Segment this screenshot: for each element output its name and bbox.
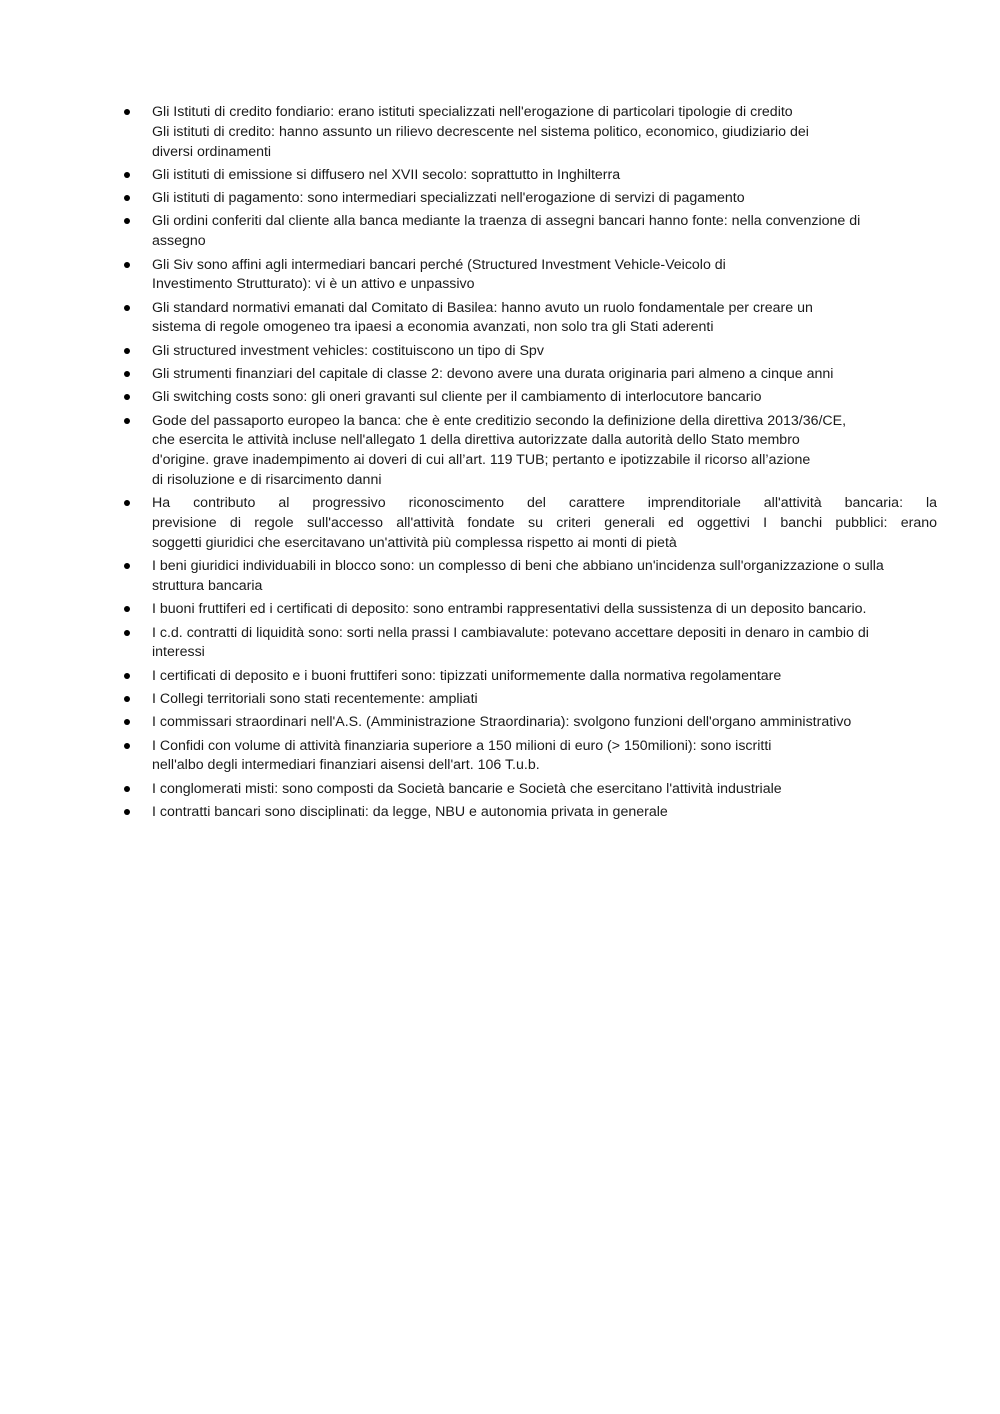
bullet-icon bbox=[124, 371, 130, 377]
list-item-text-line: Gli strumenti finanziari del capitale di classe 2: devono avere una durata originaria pari almeno a cinque anni bbox=[152, 366, 834, 383]
list-item-text-line: interessi bbox=[152, 644, 205, 661]
list-item bbox=[122, 713, 937, 733]
list-item-text-line: Gli istituti di credito: hanno assunto un rilievo decrescente nel sistema politico, economico, giudiziario dei bbox=[152, 123, 809, 140]
list-item-text-line: Gli ordini conferiti dal cliente alla banca mediante la traenza di assegni bancari hanno fonte: nella convenzione di bbox=[152, 213, 861, 230]
list-item-text-line: Gli Istituti di credito fondiario: erano istituti specializzati nell'erogazione di particolari tipologie di credito bbox=[152, 104, 793, 120]
list-item-text-line: che esercita le attività incluse nell'allegato 1 della direttiva autorizzate dalla autorità dello Stato membro bbox=[152, 432, 800, 449]
list-item bbox=[122, 803, 937, 823]
list-item-text-line: Gli istituti di pagamento: sono intermediari specializzati nell'erogazione di servizi di pagamento bbox=[152, 190, 745, 207]
list-item-text-line: I beni giuridici individuabili in blocco sono: un complesso di beni che abbiano un'incidenza sull'organizzazione o sulla bbox=[152, 558, 884, 575]
list-item-text-line: I c.d. contratti di liquidità sono: sorti nella prassi I cambiavalute: potevano accettare depositi in denaro in cambio di bbox=[152, 624, 869, 641]
list-item bbox=[122, 737, 937, 777]
list-item bbox=[122, 780, 937, 800]
list-item bbox=[122, 557, 937, 597]
list-item bbox=[122, 667, 937, 687]
bullet-icon bbox=[124, 630, 130, 636]
list-item-text-line: Gli structured investment vehicles: costituiscono un tipo di Spv bbox=[152, 342, 544, 359]
list-item bbox=[122, 388, 937, 408]
list-item-text-line: di risoluzione e di risarcimento danni bbox=[152, 472, 382, 489]
list-item bbox=[122, 494, 937, 553]
list-item-text-line: I commissari straordinari nell'A.S. (Amministrazione Straordinaria): svolgono funzioni dell'organo amministrativo bbox=[152, 714, 852, 731]
bullet-icon bbox=[124, 563, 130, 569]
bullet-icon bbox=[124, 673, 130, 679]
list-item bbox=[122, 212, 937, 252]
bullet-icon bbox=[124, 218, 130, 224]
bullet-icon bbox=[124, 500, 130, 506]
list-item-text-line: Gli standard normativi emanati dal Comitato di Basilea: hanno avuto un ruolo fondamentale per creare un bbox=[152, 299, 813, 316]
list-item-text-line: Gli Siv sono affini agli intermediari bancari perché (Structured Investment Vehicle-Veicolo di bbox=[152, 256, 726, 273]
list-item bbox=[122, 342, 937, 362]
list-item-text-line: I buoni fruttiferi ed i certificati di deposito: sono entrambi rappresentativi della sussistenza di un deposito bancario. bbox=[152, 601, 867, 618]
list-item-text-line: I contratti bancari sono disciplinati: da legge, NBU e autonomia privata in generale bbox=[152, 804, 668, 820]
list-item-text-line: Ha contributo al progressivo riconoscimento del carattere imprenditoriale all'attività bancaria: la bbox=[152, 495, 937, 512]
bullet-icon bbox=[124, 262, 130, 268]
bullet-icon bbox=[124, 786, 130, 792]
list-item-text-line: soggetti giuridici che esercitavano un'attività più complessa rispetto ai monti di pietà bbox=[152, 534, 677, 551]
bullet-icon bbox=[124, 696, 130, 702]
bullet-icon bbox=[124, 606, 130, 612]
list-item bbox=[122, 299, 937, 339]
list-item-text-line: I Collegi territoriali sono stati recentemente: ampliati bbox=[152, 691, 478, 708]
bullet-icon bbox=[124, 743, 130, 749]
list-item-text-line: Gli istituti di emissione si diffusero nel XVII secolo: soprattutto in Inghilterra bbox=[152, 166, 621, 183]
list-item bbox=[122, 412, 937, 491]
bullet-icon bbox=[124, 418, 130, 424]
bullet-list bbox=[122, 103, 937, 826]
list-item-text-line: assegno bbox=[152, 233, 206, 250]
bullet-icon bbox=[124, 305, 130, 311]
bullet-icon bbox=[124, 394, 130, 400]
list-item-text-line: struttura bancaria bbox=[152, 578, 263, 595]
list-item-text-line: Gode del passaporto europeo la banca: che è ente creditizio secondo la definizione della direttiva 2013/36/CE, bbox=[152, 412, 847, 429]
list-item bbox=[122, 103, 937, 162]
list-item bbox=[122, 624, 937, 664]
list-item-text-line: sistema di regole omogeneo tra ipaesi a economia avanzati, non solo tra gli Stati aderenti bbox=[152, 319, 714, 336]
list-item-text-line: previsione di regole sull'accesso all'attività fondate su criteri generali ed oggettivi I banchi pubblici: erano bbox=[152, 515, 937, 532]
list-item bbox=[122, 365, 937, 385]
bullet-icon bbox=[124, 348, 130, 354]
bullet-icon bbox=[124, 195, 130, 201]
list-item-text-line: I Confidi con volume di attività finanziaria superiore a 150 milioni di euro (> 150milioni): sono iscritti bbox=[152, 737, 772, 754]
list-item-text-line: Investimento Strutturato): vi è un attivo e unpassivo bbox=[152, 276, 475, 293]
list-item-text-line: d'origine. grave inadempimento ai doveri di cui all’art. 119 TUB; pertanto e ipotizzabile il ricorso all’azione bbox=[152, 452, 811, 469]
list-item bbox=[122, 690, 937, 710]
list-item-text-line: diversi ordinamenti bbox=[152, 143, 272, 160]
list-item-text-line: I conglomerati misti: sono composti da Società bancarie e Società che esercitano l'attività industriale bbox=[152, 780, 782, 797]
list-item bbox=[122, 256, 937, 296]
list-item bbox=[122, 166, 937, 186]
list-item-text-line: nell'albo degli intermediari finanziari aisensi dell'art. 106 T.u.b. bbox=[152, 757, 540, 774]
bullet-icon bbox=[124, 719, 130, 725]
list-item bbox=[122, 189, 937, 209]
list-item bbox=[122, 600, 937, 620]
bullet-icon bbox=[124, 109, 130, 115]
list-item-text-line: I certificati di deposito e i buoni fruttiferi sono: tipizzati uniformemente dalla normativa regolamentare bbox=[152, 667, 782, 684]
bullet-icon bbox=[124, 172, 130, 178]
bullet-icon bbox=[124, 809, 130, 815]
list-item-text-line: Gli switching costs sono: gli oneri gravanti sul cliente per il cambiamento di interlocutore bancario bbox=[152, 389, 762, 406]
